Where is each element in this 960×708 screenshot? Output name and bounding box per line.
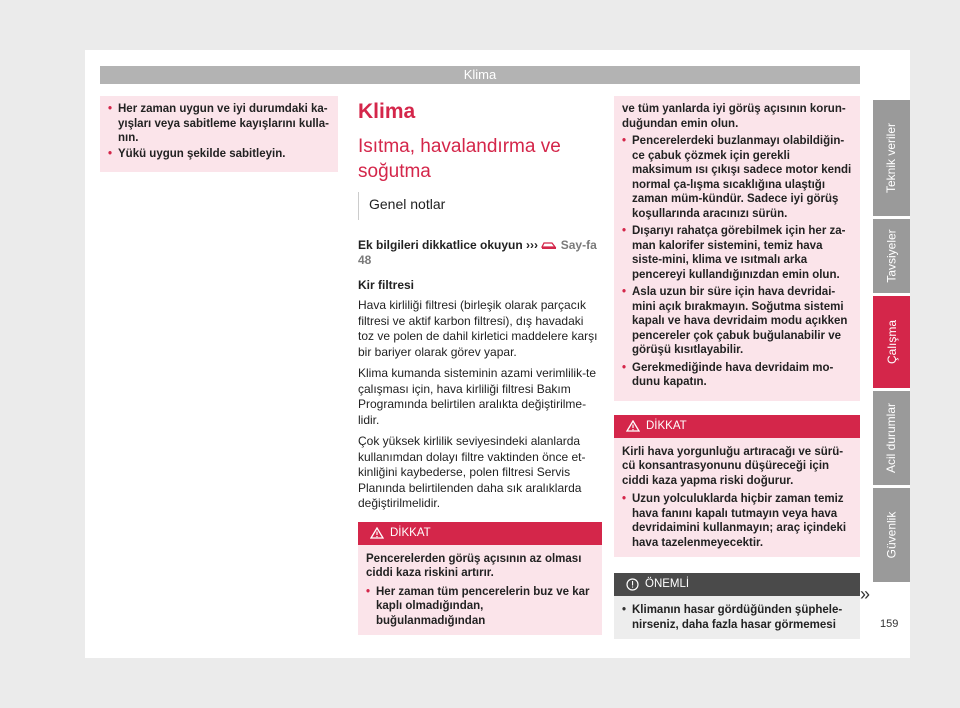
bullet-item: • Yükü uygun şekilde sabitleyin. — [108, 147, 330, 162]
warning-triangle-icon — [626, 420, 640, 432]
column-middle — [358, 96, 602, 635]
tab-tavsiyeler[interactable] — [873, 219, 910, 293]
info-circle-icon — [626, 578, 639, 591]
cross-reference — [358, 238, 602, 268]
tab-label: Teknik veriler — [884, 122, 899, 194]
notice-label: ÖNEMLİ — [645, 578, 690, 590]
chapter-title: Klima — [358, 100, 416, 123]
cross-reference-page: Say-fa 48 — [358, 238, 597, 267]
body-paragraph: Çok yüksek kirlilik seviyesindeki alanlarda kullanımdan dolayı filtre vaktinden önce et-kinliğini kaybederse, polen filtresi Servis Planında belirtilenden daha sık aralıklarda değiştirilmelidir. — [358, 434, 586, 510]
continue-mark: » — [860, 584, 871, 604]
bullet-item: • Her zaman uygun ve iyi durumdaki ka-yışları veya sabitleme kayışlarını kulla-nın. — [108, 102, 330, 146]
tab-label: Güvenlik — [884, 511, 899, 559]
cross-reference-text: Ek bilgileri dikkatlice okuyun ››› — [358, 238, 539, 252]
bullet-item: • Dışarıyı rahatça görebilmek için her za-man kalorifer sistemini, temiz hava siste-mini, klima ve ısıtmalı arka pencereyi kullandığınızdan emin olun. — [622, 224, 852, 282]
warning-label: DİKKAT — [390, 526, 431, 539]
notice-box — [614, 573, 860, 639]
warning-text: Pencerelerden görüş açısının az olması ciddi kaza riskini artırır. — [366, 552, 582, 579]
tab-label: Acil durumlar — [884, 402, 899, 474]
page-number: 159 — [880, 618, 899, 630]
tab-label: Çalışma — [884, 319, 899, 365]
tab-teknik-veriler[interactable] — [873, 100, 910, 216]
warning-body — [358, 545, 602, 636]
warning-text: Kirli hava yorgunluğu artıracağı ve sürü-cü konsantrasyonunu düşüreceği için ciddi kaza yapma riski doğurur. — [622, 445, 844, 487]
warning-continuation-text: ve tüm yanlarda iyi görüş açısının korun-duğundan emin olun. — [622, 103, 846, 130]
section-title: Isıtma, havalandırma ve soğutma — [358, 136, 561, 182]
bullet-item: • Klimanın hasar gördüğünden şüphele-nirseniz, daha fazla hasar görmemesi — [622, 603, 852, 632]
warning-continuation-box — [614, 96, 860, 401]
warning-triangle-icon — [370, 527, 384, 539]
subsection-title: Genel notlar — [358, 192, 602, 220]
bullet-item: • Her zaman tüm pencerelerin buz ve kar kaplı olmadığından, buğulanmadığından — [366, 585, 594, 629]
warning-header — [614, 415, 860, 438]
bullet-item: • Uzun yolculuklarda hiçbir zaman temiz hava fanını kapalı tutmayın veya hava devridaimini kullanmayın; araç içindeki hava tazelenmeyecektir. — [622, 492, 852, 550]
warning-continuation-box — [100, 96, 338, 172]
tab-calisma[interactable] — [873, 296, 910, 388]
notice-header — [614, 573, 860, 596]
running-header: Klima — [100, 66, 860, 84]
tab-label: Tavsiyeler — [884, 229, 899, 283]
tab-acil-durumlar[interactable] — [873, 391, 910, 485]
warning-header — [358, 522, 602, 545]
warning-label: DİKKAT — [646, 419, 687, 432]
bullet-item: • Pencerelerdeki buzlanmayı olabildiğin-ce çabuk çözmek için gerekli maksimum ısı çıkışı sadece motor kendi normal ça-lışma sıcaklığına ulaştığı zaman müm-kündür. Sadece iyi görüş koşullarında aracınızı sürün. — [622, 134, 852, 221]
body-paragraph: Klima kumanda sisteminin azami verimlilik-te çalışması için, hava kirliliği filtresi Bakım Programında belirtilen aralıkta değiştirilme-lidir. — [358, 366, 597, 427]
column-left — [100, 96, 338, 172]
tab-guvenlik[interactable] — [873, 488, 910, 582]
column-right — [614, 96, 860, 639]
car-book-icon — [541, 239, 557, 250]
bullet-item: • Asla uzun bir süre için hava devridai-mini açık bırakmayın. Soğutma sistemi kapalı ve hava devridaim modu açıkken pencereler çok çabuk buğulanabilir ve görüşü kısıtlayabilir. — [622, 285, 852, 358]
warning-box — [358, 522, 602, 636]
notice-body — [614, 596, 860, 639]
bullet-item: • Gerekmediğinde hava devridaim mo-dunu kapatın. — [622, 361, 852, 390]
warning-body — [614, 438, 860, 558]
paragraph-heading: Kir filtresi — [358, 278, 415, 292]
warning-box — [614, 415, 860, 558]
body-paragraph: Hava kirliliği filtresi (birleşik olarak parçacık filtresi ve aktif karbon filtresi), dış havadaki toz ve polen de dahil kirletici maddelere karşı bir bariyer olarak görev yapar. — [358, 298, 598, 359]
